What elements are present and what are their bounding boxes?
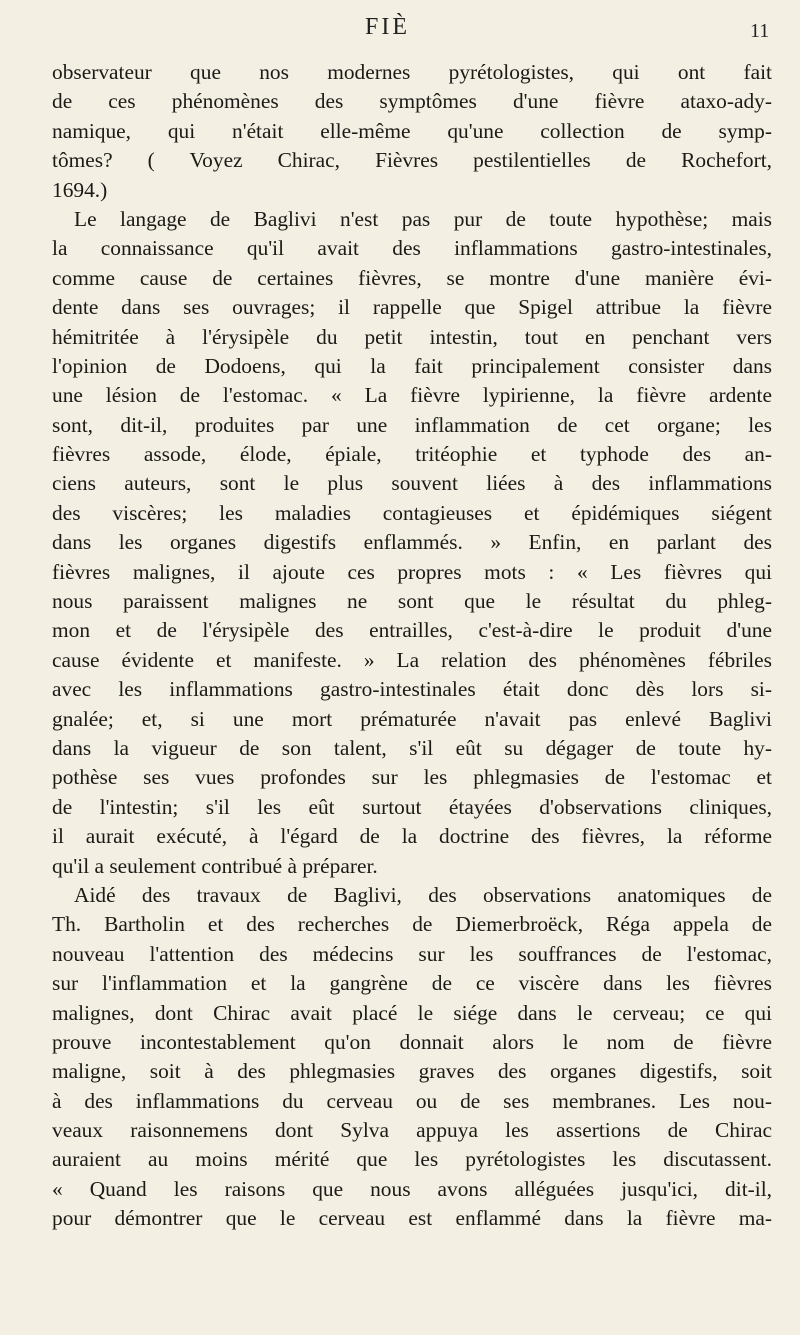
body-text bbox=[52, 58, 772, 1234]
text-line: de l'intestin; s'il les eût surtout étayées d'observations cliniques, bbox=[52, 794, 772, 819]
text-line: fièvres assode, élode, épiale, tritéophie et typhode des an- bbox=[52, 442, 772, 467]
text-line: pour démontrer que le cerveau est enflammé dans la fièvre ma- bbox=[52, 1206, 772, 1231]
running-header bbox=[0, 14, 800, 54]
text-line: dans la vigueur de son talent, s'il eût su dégager de toute hy- bbox=[52, 735, 772, 760]
text-line: avec les inflammations gastro-intestinales était donc dès lors si- bbox=[52, 677, 772, 702]
text-line: nouveau l'attention des médecins sur les souffrances de l'estomac, bbox=[52, 941, 772, 966]
text-line: malignes, dont Chirac avait placé le siége dans le cerveau; ce qui bbox=[52, 1000, 772, 1025]
text-line: qu'il a seulement contribué à préparer. bbox=[52, 853, 378, 878]
text-line: une lésion de l'estomac. « La fièvre lypirienne, la fièvre ardente bbox=[52, 383, 772, 408]
text-line: comme cause de certaines fièvres, se montre d'une manière évi- bbox=[52, 265, 772, 290]
text-line: tômes? ( Voyez Chirac, Fièvres pestilentielles de Rochefort, bbox=[52, 148, 772, 173]
running-title: FIÈ bbox=[365, 14, 410, 40]
text-line: de ces phénomènes des symptômes d'une fièvre ataxo-ady- bbox=[52, 89, 772, 114]
text-line: maligne, soit à des phlegmasies graves des organes digestifs, soit bbox=[52, 1059, 772, 1084]
text-line: des viscères; les maladies contagieuses et épidémiques siégent bbox=[52, 500, 772, 525]
page-number: 11 bbox=[750, 20, 770, 42]
text-line: il aurait exécuté, à l'égard de la doctrine des fièvres, la réforme bbox=[52, 824, 772, 849]
text-line: sur l'inflammation et la gangrène de ce viscère dans les fièvres bbox=[52, 971, 772, 996]
text-line: à des inflammations du cerveau ou de ses membranes. Les nou- bbox=[52, 1088, 772, 1113]
text-line: cause évidente et manifeste. » La relation des phénomènes fébriles bbox=[52, 647, 772, 672]
text-line: auraient au moins mérité que les pyrétologistes les discutassent. bbox=[52, 1147, 772, 1172]
text-line: hémitritée à l'érysipèle du petit intestin, tout en penchant vers bbox=[52, 324, 772, 349]
text-line: dans les organes digestifs enflammés. » Enfin, en parlant des bbox=[52, 530, 772, 555]
text-line: 1694.) bbox=[52, 177, 108, 202]
text-line: pothèse ses vues profondes sur les phlegmasies de l'estomac et bbox=[52, 765, 772, 790]
text-line: sont, dit-il, produites par une inflammation de cet organe; les bbox=[52, 412, 772, 437]
text-line: ciens auteurs, sont le plus souvent liées à des inflammations bbox=[52, 471, 772, 496]
text-line: gnalée; et, si une mort prématurée n'avait pas enlevé Baglivi bbox=[52, 706, 772, 731]
text-line: namique, qui n'était elle-même qu'une collection de symp- bbox=[52, 118, 772, 143]
text-line: « Quand les raisons que nous avons alléguées jusqu'ici, dit-il, bbox=[52, 1176, 772, 1201]
text-line: mon et de l'érysipèle des entrailles, c'est-à-dire le produit d'une bbox=[52, 618, 772, 643]
text-line: Th. Bartholin et des recherches de Diemerbroëck, Réga appela de bbox=[52, 912, 772, 937]
text-line: fièvres malignes, il ajoute ces propres mots : « Les fièvres qui bbox=[52, 559, 772, 584]
text-line: l'opinion de Dodoens, qui la fait principalement consister dans bbox=[52, 353, 772, 378]
text-line: dente dans ses ouvrages; il rappelle que Spigel attribue la fièvre bbox=[52, 295, 772, 320]
text-line: la connaissance qu'il avait des inflammations gastro-intestinales, bbox=[52, 236, 772, 261]
text-line: prouve incontestablement qu'on donnait alors le nom de fièvre bbox=[52, 1029, 772, 1054]
text-line: veaux raisonnemens dont Sylva appuya les assertions de Chirac bbox=[52, 1118, 772, 1143]
text-line: Le langage de Baglivi n'est pas pur de toute hypothèse; mais bbox=[74, 206, 772, 231]
text-line: nous paraissent malignes ne sont que le résultat du phleg- bbox=[52, 589, 772, 614]
text-line: observateur que nos modernes pyrétologistes, qui ont fait bbox=[52, 60, 772, 84]
text-line: Aidé des travaux de Baglivi, des observations anatomiques de bbox=[74, 882, 772, 907]
